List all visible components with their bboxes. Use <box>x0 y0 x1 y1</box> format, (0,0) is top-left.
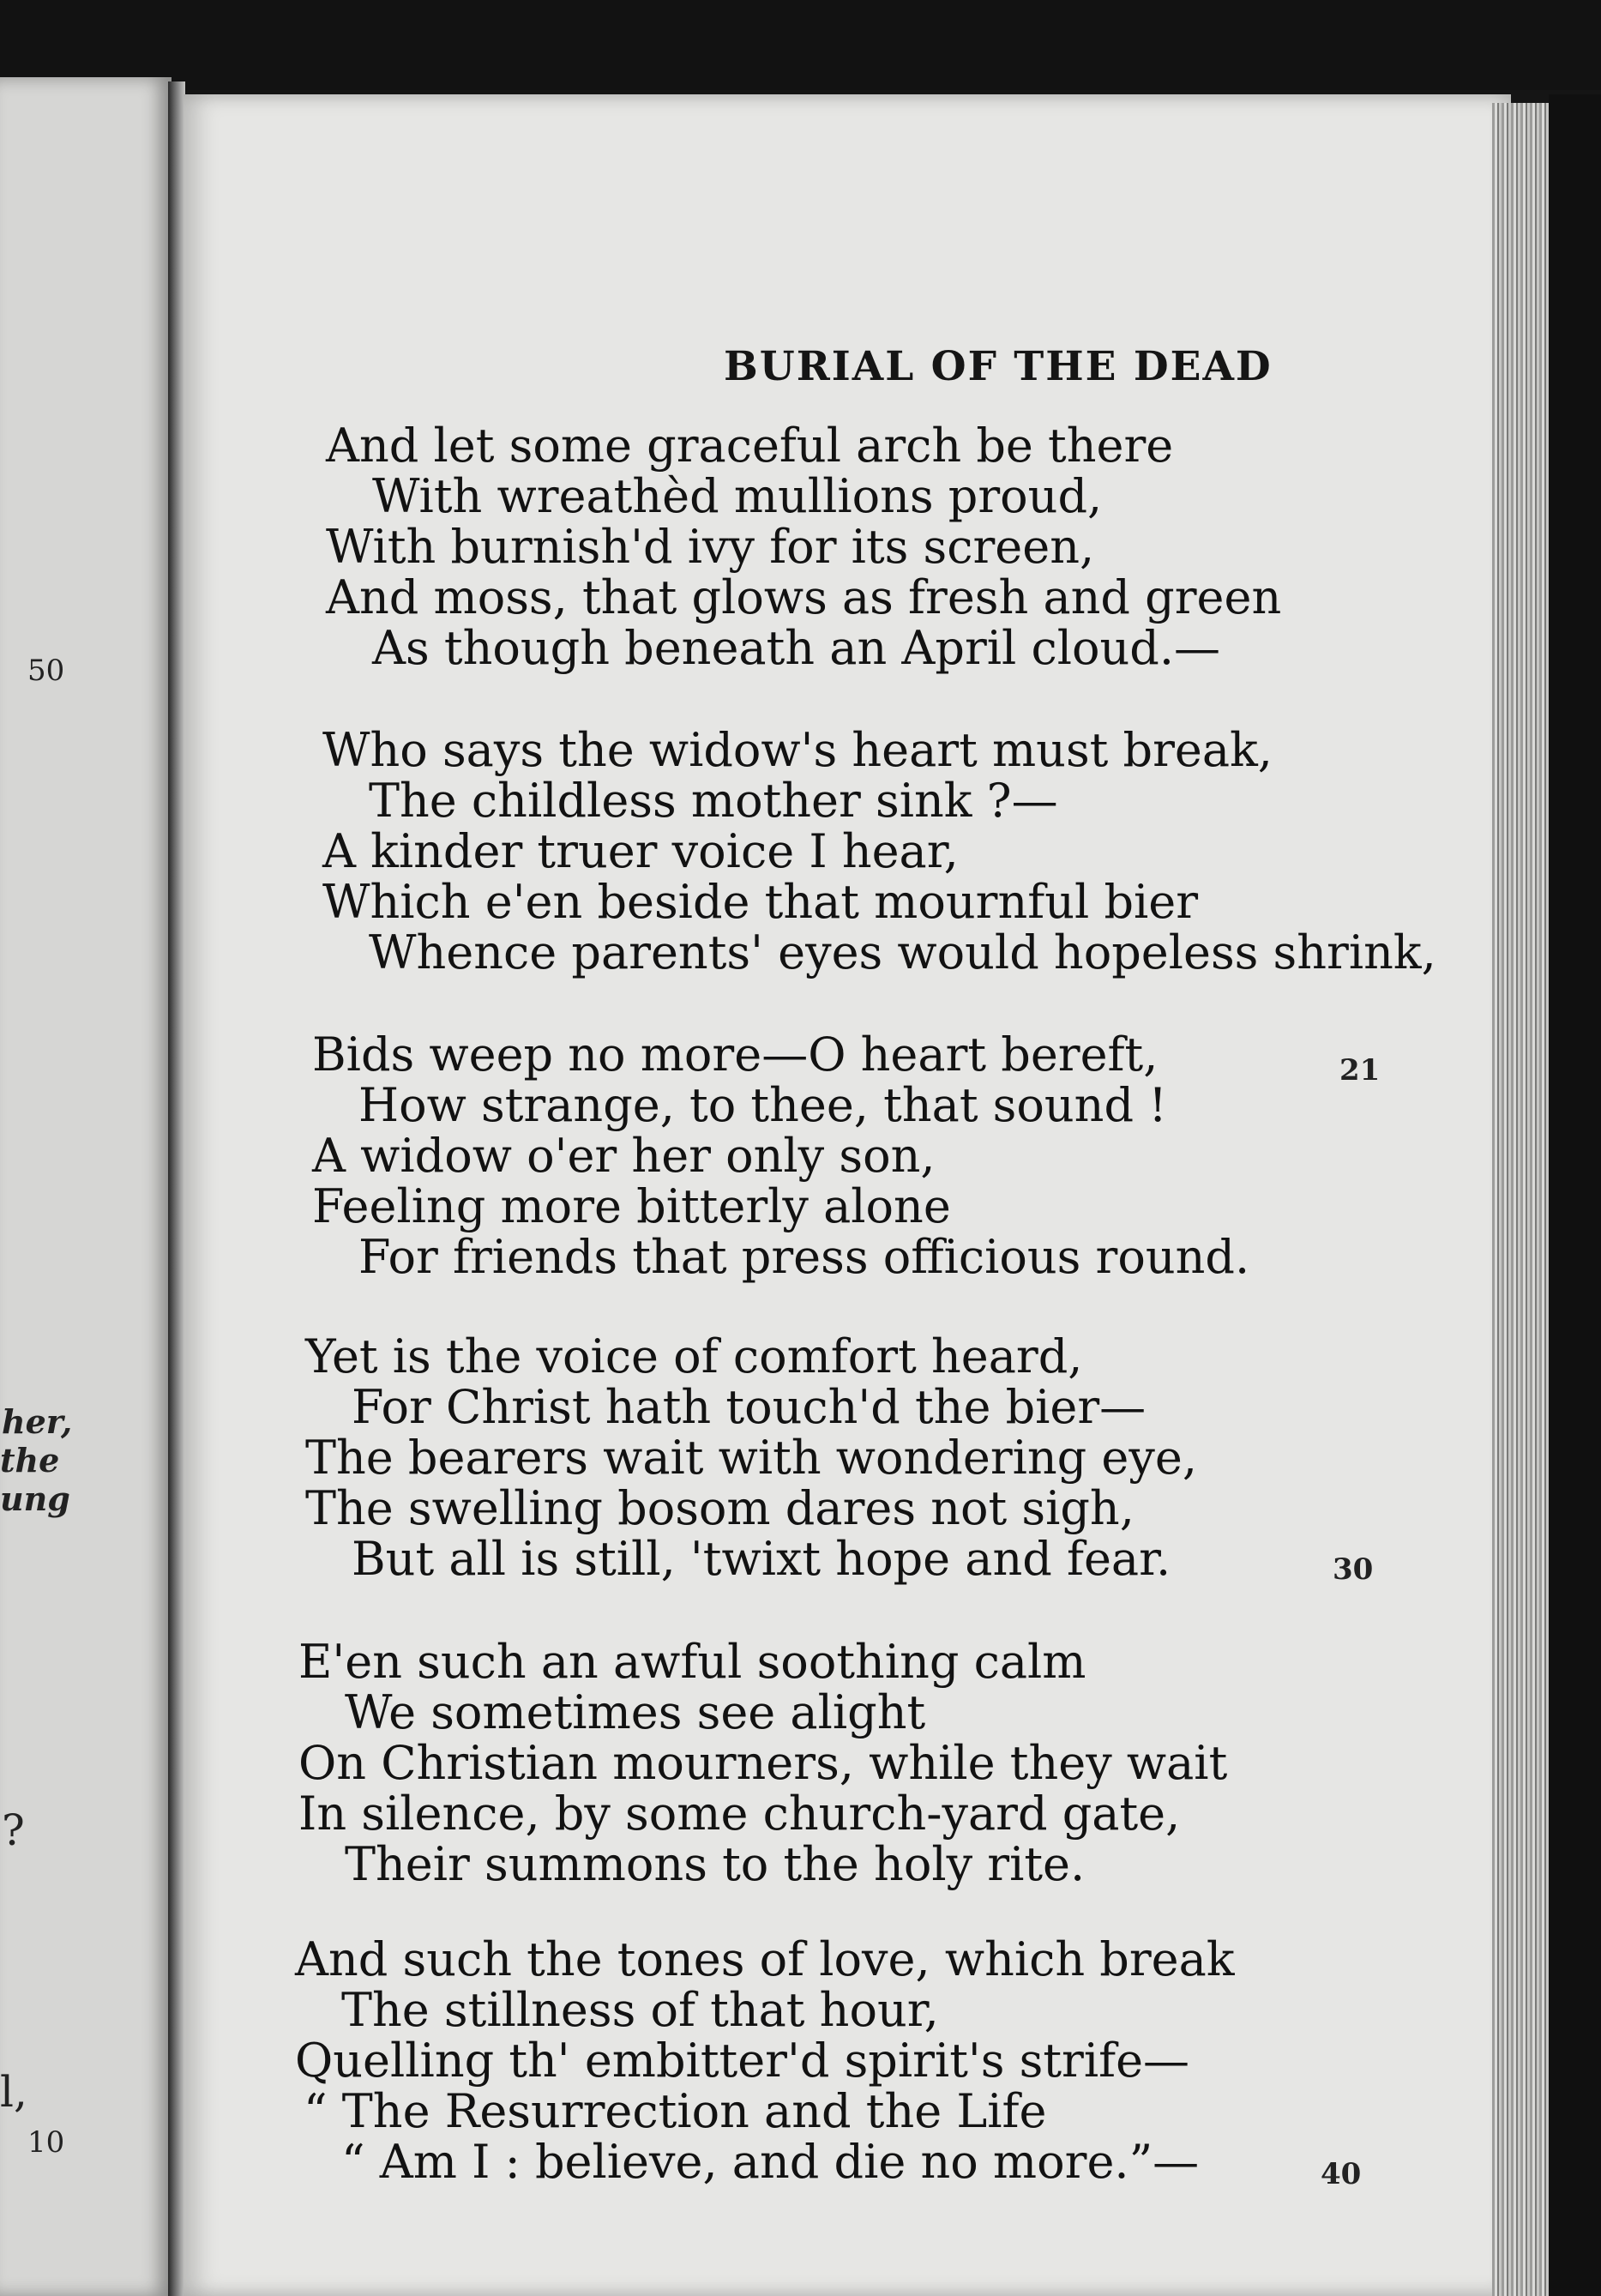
verse-line: With wreathèd mullions proud, <box>372 469 1103 523</box>
verse-line: A kinder truer voice I hear, <box>322 824 959 878</box>
verse-line: “ The Resurrection and the Life <box>304 2084 1047 2138</box>
book-page-edges <box>1492 103 1549 2296</box>
verse-line: Their summons to the holy rite. <box>345 1837 1086 1891</box>
left-margin-number: 10 <box>27 2125 65 2160</box>
verse-line: With burnish'd ivy for its screen, <box>326 520 1095 574</box>
verse-line: And moss, that glows as fresh and green <box>326 570 1282 624</box>
verse-line: Bids weep no more—O heart bereft, <box>312 1027 1159 1082</box>
verse-line: For friends that press officious round. <box>358 1230 1250 1284</box>
verse-line: Quelling th' embitter'd spirit's strife— <box>295 2034 1190 2088</box>
line-number: 21 <box>1339 1053 1381 1088</box>
line-number: 40 <box>1321 2157 1362 2191</box>
book-gutter <box>168 81 185 2296</box>
verse-line: But all is still, 'twixt hope and fear. <box>352 1532 1171 1586</box>
verse-line: For Christ hath touch'd the bier— <box>352 1380 1147 1434</box>
verse-line: And let some graceful arch be there <box>326 419 1174 473</box>
verse-line: The childless mother sink ?— <box>369 774 1058 828</box>
stanza <box>305 1331 1197 1584</box>
scan-top-border <box>0 0 1601 90</box>
verse-line: The bearers wait with wondering eye, <box>305 1431 1198 1485</box>
stanza <box>295 1934 1235 2187</box>
right-page <box>184 94 1511 2296</box>
line-number: 30 <box>1333 1552 1374 1587</box>
verse-line: Whence parents' eyes would hopeless shrink, <box>369 925 1436 979</box>
stanza <box>326 420 1281 673</box>
verse-line: We sometimes see alight <box>345 1685 926 1739</box>
verse-line: As though beneath an April cloud.— <box>372 621 1221 675</box>
verse-line: Who says the widow's heart must break, <box>322 723 1273 777</box>
left-page-fragment: ung <box>0 1479 70 1518</box>
verse-line: And such the tones of love, which break <box>295 1932 1235 1986</box>
verse-line: The stillness of that hour, <box>341 1983 939 2037</box>
left-page-fragment: ? <box>2 1805 25 1855</box>
verse-line: “ Am I : believe, and die no more.”— <box>341 2135 1200 2189</box>
running-head: BURIAL OF THE DEAD <box>724 343 1273 390</box>
verse-line: E'en such an awful soothing calm <box>298 1635 1086 1689</box>
stanza <box>322 725 1436 978</box>
left-page-fragment: the <box>0 1441 60 1479</box>
stanza <box>312 1029 1249 1282</box>
verse-line: Which e'en beside that mournful bier <box>322 875 1199 929</box>
left-page-fragment: l, <box>0 2067 27 2117</box>
left-page-fragment: her, <box>2 1402 73 1441</box>
verse-line: A widow o'er her only son, <box>312 1129 936 1183</box>
left-page <box>0 77 172 2296</box>
verse-line: In silence, by some church-yard gate, <box>298 1787 1181 1841</box>
verse-line: How strange, to thee, that sound ! <box>358 1078 1167 1132</box>
left-margin-number: 50 <box>27 654 65 688</box>
verse-line: Feeling more bitterly alone <box>312 1179 951 1233</box>
verse-line: On Christian mourners, while they wait <box>298 1736 1228 1790</box>
verse-line: Yet is the voice of comfort heard, <box>305 1329 1083 1383</box>
verse-line: The swelling bosom dares not sigh, <box>305 1481 1135 1535</box>
scan-right-border <box>1549 94 1601 2296</box>
stanza <box>298 1636 1227 1889</box>
